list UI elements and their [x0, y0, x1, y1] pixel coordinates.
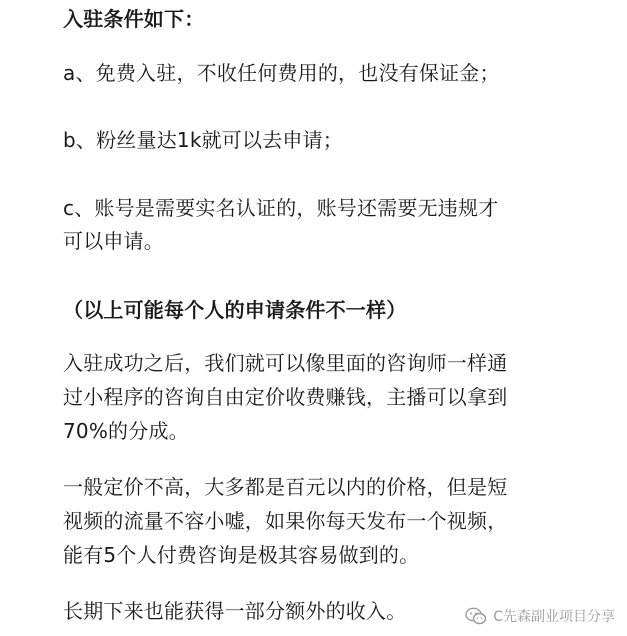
para-2-line-3: 能有5个人付费咨询是极其容易做到的。: [63, 543, 420, 567]
para-1-line-1: 入驻成功之后，我们就可以像里面的咨询师一样通: [63, 351, 508, 375]
para-1-line-3: 70%的分成。: [63, 419, 189, 443]
watermark: [465, 606, 615, 626]
para-2-line-1: 一般定价不高，大多都是百元以内的价格，但是短: [63, 475, 508, 499]
condition-c-line-2: 可以申请。: [63, 229, 164, 253]
condition-b: b、粉丝量达1k就可以去申请；: [63, 128, 344, 152]
condition-c-line-1: c、账号是需要实名认证的，账号还需要无违规才: [63, 196, 499, 220]
para-3-line-1: 长期下来也能获得一部分额外的收入。: [63, 599, 407, 623]
note: （以上可能每个人的申请条件不一样）: [63, 298, 407, 322]
para-2-line-2: 视频的流量不容小嘘，如果你每天发布一个视频，: [63, 509, 508, 533]
heading: 入驻条件如下：: [63, 7, 205, 31]
condition-a: a、免费入驻，不收任何费用的，也没有保证金；: [63, 61, 500, 85]
watermark-text: C先森副业项目分享: [493, 609, 615, 625]
para-1-line-2: 过小程序的咨询自由定价收费赚钱，主播可以拿到: [63, 385, 508, 409]
wechat-icon: [465, 607, 487, 625]
